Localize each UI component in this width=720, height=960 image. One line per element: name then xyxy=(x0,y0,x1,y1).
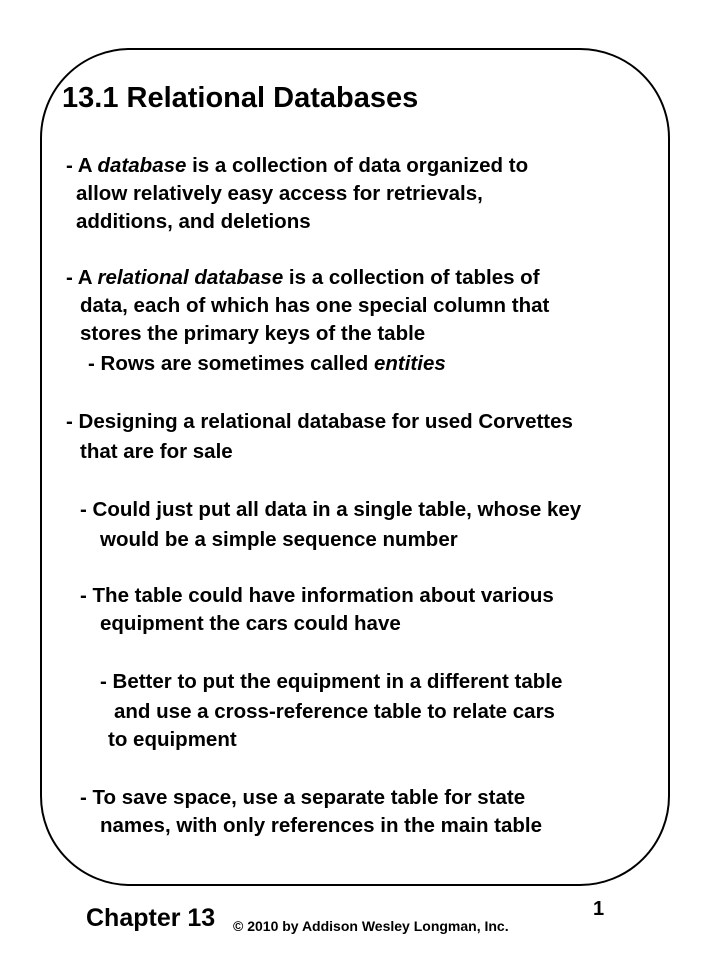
line-4-pre: - A xyxy=(66,266,98,289)
line-9: that are for sale xyxy=(80,440,233,463)
line-7-pre: - Rows are sometimes called xyxy=(88,352,374,375)
term-relational-database: relational database xyxy=(97,266,284,289)
line-5: data, each of which has one special column that xyxy=(80,294,550,317)
line-4-post: is a collection of tables of xyxy=(283,266,540,289)
line-7 xyxy=(88,352,446,376)
line-2: allow relatively easy access for retrievals, xyxy=(76,182,483,205)
slide-title: 13.1 Relational Databases xyxy=(62,82,419,114)
line-1 xyxy=(66,154,528,178)
line-3: additions, and deletions xyxy=(76,210,311,233)
term-entities: entities xyxy=(373,352,446,375)
line-8: - Designing a relational database for used Corvettes xyxy=(66,410,573,433)
page-number: 1 xyxy=(593,898,605,920)
line-15: and use a cross-reference table to relate cars xyxy=(114,700,555,723)
line-14: - Better to put the equipment in a different table xyxy=(100,670,563,693)
term-database: database xyxy=(97,154,187,177)
line-17: - To save space, use a separate table for state xyxy=(80,786,526,809)
line-12: - The table could have information about various xyxy=(80,584,554,607)
line-11: would be a simple sequence number xyxy=(100,528,458,551)
line-1-pre: - A xyxy=(66,154,98,177)
footer-copyright: © 2010 by Addison Wesley Longman, Inc. xyxy=(233,918,509,934)
line-6: stores the primary keys of the table xyxy=(80,322,426,345)
line-10: - Could just put all data in a single table, whose key xyxy=(80,498,582,521)
footer-chapter: Chapter 13 xyxy=(86,904,216,932)
line-1-post: is a collection of data organized to xyxy=(186,154,529,177)
line-13: equipment the cars could have xyxy=(100,612,401,635)
line-16: to equipment xyxy=(108,728,237,751)
line-18: names, with only references in the main table xyxy=(100,814,543,837)
line-4 xyxy=(66,266,540,290)
